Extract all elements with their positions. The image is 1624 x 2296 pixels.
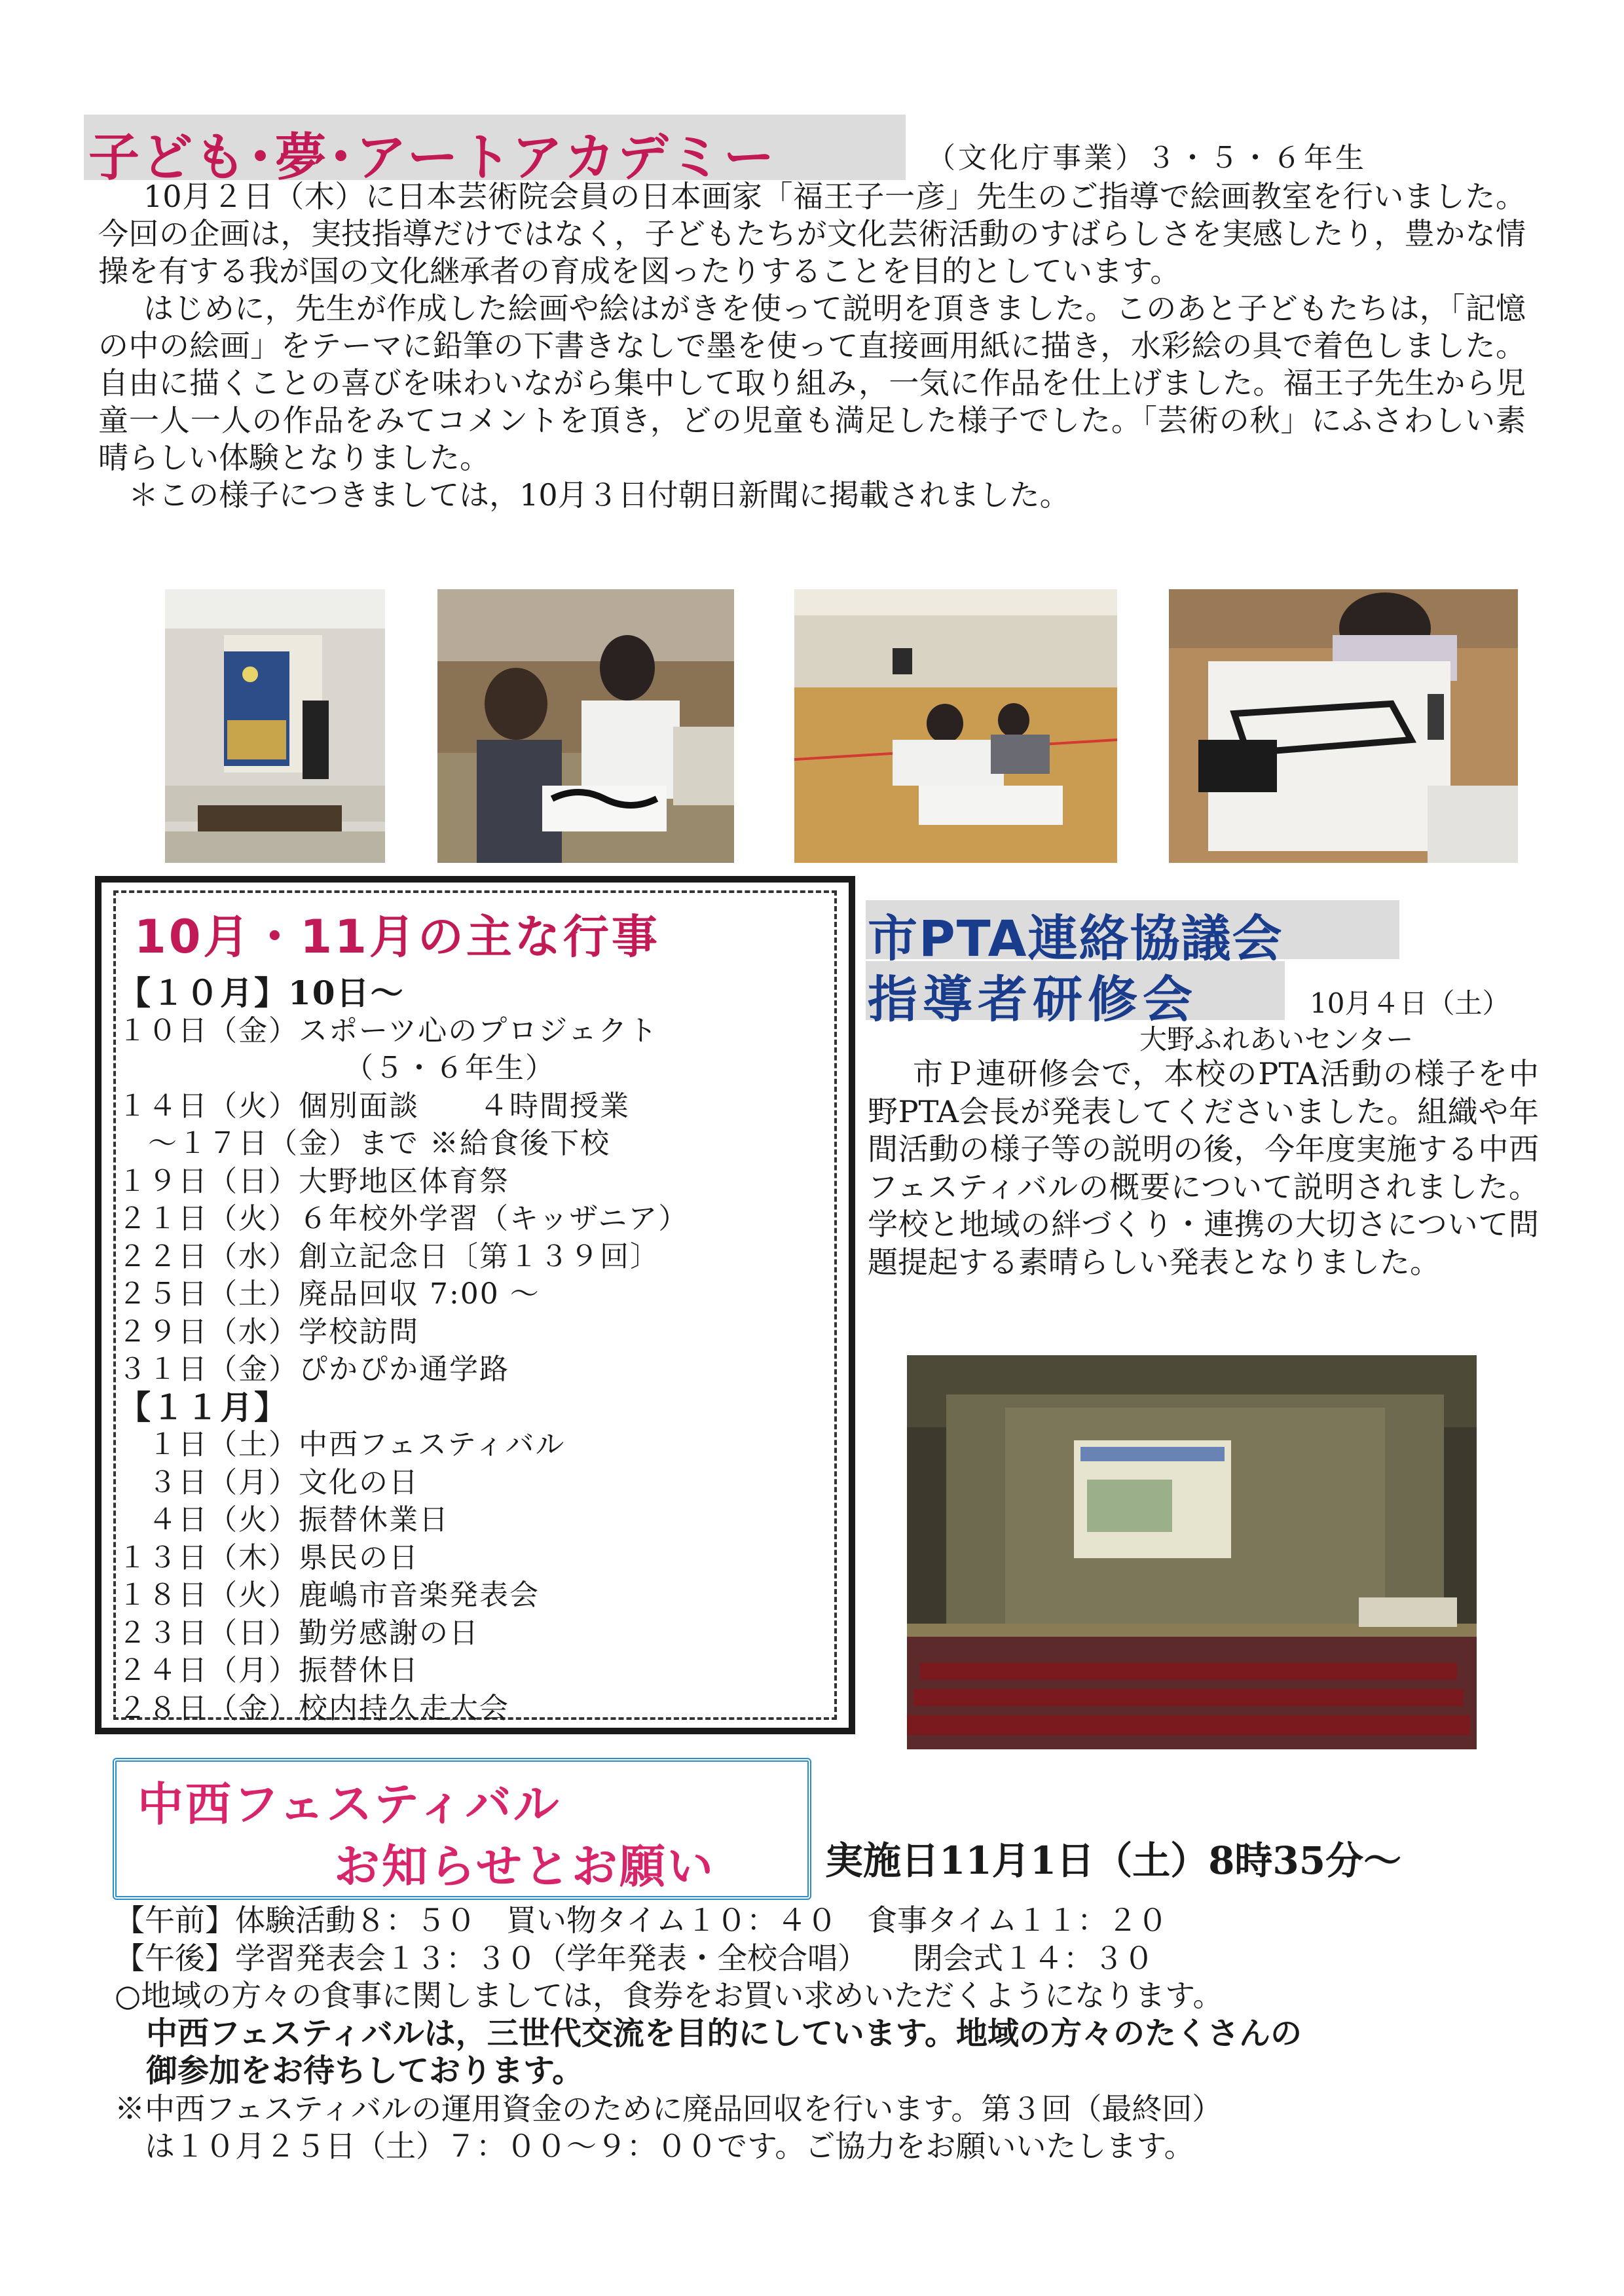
events-october-heading: 【１０月】10日～ [118,974,405,1012]
event-item: ３日（月）文化の日 [118,1465,419,1499]
photo-girl-painting-boat [1169,589,1518,863]
pta-title-line-1: 市PTA連絡協議会 [868,909,1283,968]
photo-teacher-with-boy [437,589,734,863]
event-item: １４日（火）個別面談 ４時間授業 [118,1089,630,1123]
pta-title-line-2: 指導者研修会 [868,970,1198,1029]
art-paragraph-1: 10月２日（木）に日本芸術院会員の日本画家「福王子一彦」先生のご指導で絵画教室を行いました。今回の企画は，実技指導だけではなく，子どもたちが文化芸術活動のすばらしさを実感したり，豊かな情操を有する我が国の文化継承者の育成を図ったりすることを目的としています。 [98,179,1526,289]
festival-invitation-line-2: 御参加をお待ちしております。 [146,2052,584,2089]
pta-date: 10月４日（土） [1310,987,1510,1019]
festival-afternoon-schedule: 【午後】学習発表会１３：３０（学年発表・全校合唱） 閉会式１４：３０ [115,1940,1154,1976]
photo-gym-painting [794,589,1117,863]
festival-collection-note-2: は１０月２５日（土）７：００～９：００です。ご協力をお願いいたします。 [145,2128,1194,2164]
art-section-body [98,178,1526,514]
events-title: 10月・11月の主な行事 [134,910,660,964]
event-item: ２５日（土）廃品回収 7:00 ～ [118,1277,540,1311]
festival-body [115,1902,1542,2166]
event-item: １０日（金）スポーツ心のプロジェクト [118,1013,659,1048]
event-item: １８日（火）鹿嶋市音楽発表会 [118,1578,540,1612]
pta-paragraph: 市Ｐ連研修会で，本校のPTA活動の様子を中野PTA会長が発表してくださいました。組織や年間活動の様子等の説明の後，今年度実施する中西フェスティバルの概要について説明されました。学校と地域の絆づくり・連携の大切さについて問題提起する素晴らしい発表となりました。 [868,1056,1539,1280]
event-item: ２２日（水）創立記念日〔第１３９回〕 [118,1239,660,1273]
festival-morning-schedule: 【午前】体験活動８：５０ 買い物タイム１０：４０ 食事タイム１１：２０ [115,1903,1168,1938]
art-newspaper-note: ＊この様子につきましては，10月３日付朝日新聞に掲載されました。 [128,477,1070,513]
art-section-subtitle: （文化庁事業）３・５・６年生 [927,141,1367,175]
festival-title-line-2: お知らせとお願い [334,1840,715,1893]
event-item: ２９日（水）学校訪問 [118,1315,419,1349]
event-item: ２３日（日）勤労感謝の日 [118,1616,479,1650]
events-list [118,974,838,1727]
festival-invitation-line-1: 中西フェスティバルは，三世代交流を目的にしています。地域の方々のたくさんの [146,2014,1302,2052]
event-item: １９日（日）大野地区体育祭 [118,1164,509,1198]
pta-venue: 大野ふれあいセンター [1139,1023,1414,1055]
photo-pta-hall [907,1355,1477,1749]
event-item: ～１７日（金）まで ※給食後下校 [118,1127,610,1160]
event-item: １日（土）中西フェスティバル [118,1428,566,1461]
art-paragraph-2: はじめに，先生が作成した絵画や絵はがきを使って説明を頂きました。このあと子どもたちは，「記憶の中の絵画」をテーマに鉛筆の下書きなしで墨を使って直接画用紙に描き，水彩絵の具で着色しました。自由に描くことの喜びを味わいながら集中して取り組み，一気に作品を仕上げました。福王子先生から児童一人一人の作品をみてコメントを頂き，どの児童も満足した様子でした。「芸術の秋」にふさわしい素晴らしい体験となりました。 [98,291,1526,475]
event-item: ２８日（金）校内持久走大会 [118,1691,509,1725]
event-item: １３日（木）県民の日 [118,1540,419,1575]
events-november-heading: 【１１月】 [118,1387,288,1427]
event-item: ２１日（火）６年校外学習（キッザニア） [118,1202,689,1235]
event-item: ４日（火）振替休業日 [118,1503,449,1537]
festival-date: 実施日11月1日（土）8時35分～ [825,1838,1402,1883]
festival-title-line-1: 中西フェスティバル [138,1777,561,1831]
pta-body [868,1055,1539,1281]
festival-collection-note-1: ※中西フェスティバルの運用資金のために廃品回収を行います。第３回（最終回） [115,2090,1223,2126]
event-item: ３１日（金）ぴかぴか通学路 [118,1353,509,1386]
festival-meal-note: ○地域の方々の食事に関しましては，食券をお買い求めいただくようになります。 [115,1978,1223,2013]
art-section-title: 子ども･夢･アートアカデミー [88,128,777,187]
event-item: ２４日（月）振替休日 [118,1654,419,1687]
photo-lecture [165,589,385,863]
event-item: （５・６年生） [118,1051,555,1085]
